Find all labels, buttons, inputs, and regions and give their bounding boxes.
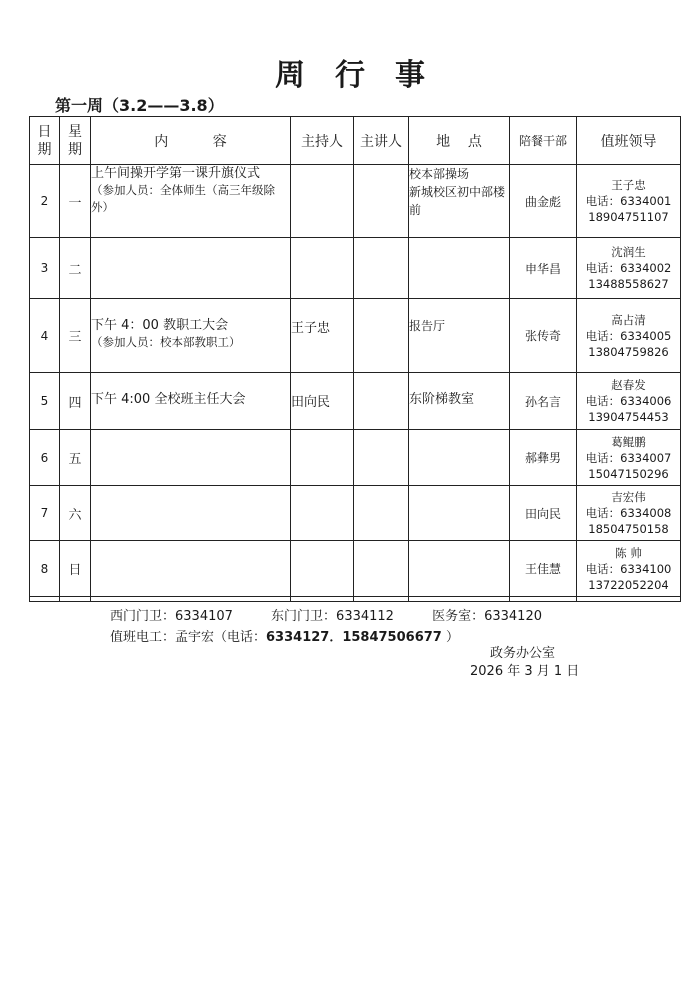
clinic-phone: 医务室：6334120	[432, 609, 542, 624]
duty-mobile: 13722052204	[588, 577, 669, 592]
row-host	[291, 430, 354, 486]
spacer-cell	[291, 597, 354, 602]
row-meal-cadre: 王佳慧	[510, 541, 577, 597]
row-location	[409, 486, 510, 541]
header-content: 内 容	[91, 117, 291, 165]
spacer-cell	[510, 597, 577, 602]
electrician-close: ）	[441, 630, 459, 645]
electrician-phones: 6334127．15847506677	[266, 630, 442, 645]
row-speaker	[354, 238, 409, 299]
header-host: 主持人	[291, 117, 354, 165]
row-location	[409, 430, 510, 486]
row-duty-leader	[577, 541, 681, 597]
duty-mobile: 15047150296	[588, 466, 669, 481]
table-row	[30, 299, 681, 373]
spacer-cell	[354, 597, 409, 602]
duty-mobile: 13804759826	[588, 344, 669, 359]
duty-tel: 电话：6334005	[585, 328, 672, 343]
table-row	[30, 486, 681, 541]
row-duty-leader	[577, 299, 681, 373]
row-speaker	[354, 165, 409, 238]
row-content	[91, 238, 291, 299]
row-meal-cadre: 申华昌	[510, 238, 577, 299]
row-duty-leader	[577, 165, 681, 238]
spacer-cell	[577, 597, 681, 602]
header-speaker: 主讲人	[354, 117, 409, 165]
row-speaker	[354, 299, 409, 373]
issuing-office: 政务办公室	[490, 646, 556, 661]
issue-date: 2026 年 3 月 1 日	[470, 664, 580, 679]
row-content	[91, 165, 291, 238]
footer-electrician	[110, 626, 459, 645]
row-date: 3	[30, 238, 60, 299]
row-location: 校本部操场 新城校区初中部楼前	[409, 165, 510, 238]
table-row	[30, 238, 681, 299]
row-weekday: 六	[60, 486, 91, 541]
row-meal-cadre: 曲金彪	[510, 165, 577, 238]
row-duty-leader	[577, 373, 681, 430]
duty-tel: 电话：6334002	[585, 261, 672, 275]
duty-name: 赵春发	[611, 378, 646, 392]
row-host	[291, 165, 354, 238]
table-row	[30, 541, 681, 597]
row-weekday: 五	[60, 430, 91, 486]
row-weekday: 三	[60, 299, 91, 373]
row-host: 田向民	[291, 373, 354, 430]
row-speaker	[354, 541, 409, 597]
west-gate-phone: 西门门卫：6334107	[110, 609, 233, 624]
row-meal-cadre: 孙名言	[510, 373, 577, 430]
duty-tel: 电话：6334008	[585, 506, 672, 520]
row-meal-cadre: 郝彝男	[510, 430, 577, 486]
row-duty-leader	[577, 238, 681, 299]
duty-mobile: 18904751107	[588, 210, 669, 224]
row-speaker	[354, 373, 409, 430]
event-title: 上午间操开学第一课升旗仪式	[91, 166, 261, 181]
row-date: 7	[30, 486, 60, 541]
row-date: 2	[30, 165, 60, 238]
row-weekday: 日	[60, 541, 91, 597]
duty-mobile: 18504750158	[588, 522, 669, 536]
row-date: 6	[30, 430, 60, 486]
row-location: 东阶梯教室	[409, 373, 510, 430]
duty-tel: 电话：6334006	[585, 394, 672, 408]
spacer-cell	[409, 597, 510, 602]
row-speaker	[354, 430, 409, 486]
duty-tel: 电话：6334007	[585, 450, 672, 465]
duty-name: 沈润生	[611, 245, 646, 259]
electrician-label: 值班电工：孟宇宏（电话：	[110, 630, 267, 645]
table-bottom-spacer-row	[30, 597, 681, 602]
duty-name: 高占清	[611, 312, 646, 327]
row-duty-leader	[577, 430, 681, 486]
duty-mobile: 13904754453	[588, 410, 669, 424]
header-meal: 陪餐干部	[510, 117, 577, 165]
duty-mobile: 13488558627	[588, 277, 669, 291]
duty-name: 陈 帅	[615, 545, 642, 560]
duty-name: 葛鲲鹏	[611, 434, 646, 449]
row-content	[91, 299, 291, 373]
row-date: 5	[30, 373, 60, 430]
row-meal-cadre: 田向民	[510, 486, 577, 541]
row-location	[409, 541, 510, 597]
row-host	[291, 238, 354, 299]
table-row	[30, 430, 681, 486]
schedule-table	[29, 116, 681, 602]
row-content	[91, 373, 291, 430]
east-gate-phone: 东门门卫：6334112	[271, 609, 394, 624]
event-title: 下午 4:00 全校班主任大会	[91, 392, 246, 407]
row-content	[91, 430, 291, 486]
row-speaker	[354, 486, 409, 541]
row-host	[291, 486, 354, 541]
spacer-cell	[60, 597, 91, 602]
row-location	[409, 238, 510, 299]
header-duty: 值班领导	[577, 117, 681, 165]
table-header-row	[30, 117, 681, 165]
table-row	[30, 165, 681, 238]
footer-phones	[110, 605, 576, 624]
row-content	[91, 541, 291, 597]
week-label: 第一周（3.2——3.8）	[55, 96, 224, 115]
duty-tel: 电话：6334100	[585, 561, 672, 576]
row-weekday: 二	[60, 238, 91, 299]
header-date: 日 期	[30, 117, 60, 165]
spacer-cell	[91, 597, 291, 602]
row-date: 8	[30, 541, 60, 597]
row-content	[91, 486, 291, 541]
event-title: 下午 4：00 教职工大会	[91, 318, 229, 333]
table-row	[30, 373, 681, 430]
row-meal-cadre: 张传奇	[510, 299, 577, 373]
duty-tel: 电话：6334001	[585, 194, 672, 208]
spacer-cell	[30, 597, 60, 602]
row-host	[291, 541, 354, 597]
row-location: 报告厅	[409, 299, 510, 373]
duty-name: 王子忠	[611, 178, 646, 192]
page-title: 周行事	[275, 58, 455, 93]
row-date: 4	[30, 299, 60, 373]
row-host: 王子忠	[291, 299, 354, 373]
row-duty-leader	[577, 486, 681, 541]
header-location: 地 点	[409, 117, 510, 165]
header-weekday: 星 期	[60, 117, 91, 165]
event-participants: （参加人员：校本部教职工）	[91, 335, 241, 349]
duty-name: 吉宏伟	[611, 490, 646, 504]
row-weekday: 一	[60, 165, 91, 238]
event-participants: （参加人员：全体师生（高三年级除外）	[91, 183, 275, 214]
row-weekday: 四	[60, 373, 91, 430]
